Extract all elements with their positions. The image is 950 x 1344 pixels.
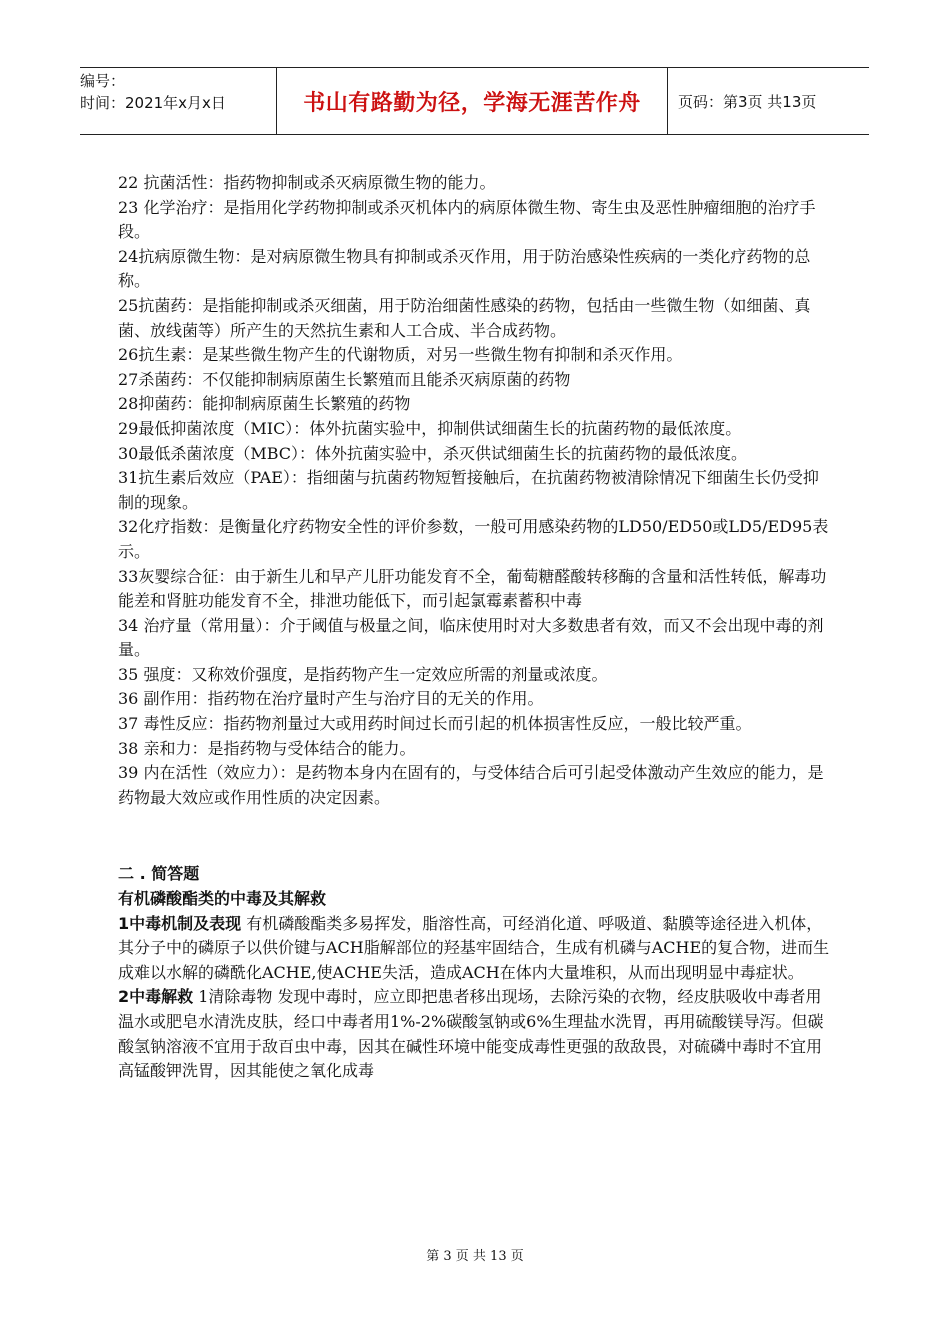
paragraph-label: 1中毒机制及表现 [118,913,242,933]
definition-item: 35 强度：又称效价强度，是指药物产生一定效应所需的剂量或浓度。 [118,664,608,684]
definition-item: 28抑菌药：能抑制病原菌生长繁殖的药物 [118,394,411,414]
footer-page-number: 第 3 页 共 13 页 [426,1249,524,1264]
definition-item: 39 内在活性（效应力）：是药物本身内在固有的，与受体结合后可引起受体激动产生效应的能力，是药物最大效应或作用性质的决定因素。 [118,763,824,807]
header-page-number: 页码：第3页 共13页 [678,92,817,111]
document-date: 时间：2021年x月x日 [80,94,226,112]
definition-item: 22 抗菌活性：指药物抑制或杀灭病原微生物的能力。 [118,173,496,192]
definition-item: 23 化学治疗：是指用化学药物抑制或杀灭机体内的病原体微生物、寄生虫及恶性肿瘤细胞的治疗手段。 [118,197,816,242]
header-meta [80,68,276,134]
definition-item: 30最低杀菌浓度（MBC）：体外抗菌实验中，杀灭供试细菌生长的抗菌药物的最低浓度。 [118,443,748,463]
paragraph-label: 2中毒解救 [118,987,194,1007]
paragraph-text: 1清除毒物 发现中毒时，应立即把患者移出现场，去除污染的衣物，经皮肤吸收中毒者用温水或肥皂水清洗皮肤，经口中毒者用1%-2%碳酸氢钠或6%生理盐水洗胃，再用硫酸镁导泻。但碳酸氢钠溶液不宜用于敌百虫中毒，因其在碱性环境中能变成毒性更强的敌敌畏，对硫磷中毒时不宜用高锰酸钾洗胃，因其能使之氧化成毒 [118,987,824,1081]
answer-paragraph [118,985,834,1083]
definition-item: 27杀菌药：不仅能抑制病原菌生长繁殖而且能杀灭病原菌的药物 [118,369,571,389]
header-page-cell [668,68,869,134]
definition-item: 36 副作用：指药物在治疗量时产生与治疗目的无关的作用。 [118,689,544,709]
page-header [80,67,869,135]
definition-item: 34 治疗量（常用量）：介于阈值与极量之间，临床使用时对大多数患者有效，而又不会出现中毒的剂量。 [118,615,824,660]
definition-item: 29最低抑菌浓度（MIC）：体外抗菌实验中，抑制供试细菌生长的抗菌药物的最低浓度。 [118,418,742,438]
definition-item: 32化疗指数：是衡量化疗药物安全性的评价参数，一般可用感染药物的LD50/ED50或LD5/ED95表示。 [118,517,829,561]
header-motto-cell [276,68,668,134]
definition-item: 33灰婴综合征：由于新生儿和早产儿肝功能发育不全，葡萄糖醛酸转移酶的含量和活性转低，解毒功能差和肾脏功能发育不全，排泄功能低下，而引起氯霉素蓄积中毒 [118,566,827,611]
section-subheading: 有机磷酸酯类的中毒及其解救 [118,889,327,909]
section-spacer [118,810,834,862]
document-number: 编号： [80,72,126,90]
answer-paragraph [118,912,834,986]
definition-item: 31抗生素后效应（PAE）：指细菌与抗菌药物短暂接触后，在抗菌药物被清除情况下细菌生长仍受抑制的现象。 [118,468,819,512]
definition-item: 26抗生素：是某些微生物产生的代谢物质，对另一些微生物有抑制和杀灭作用。 [118,345,683,365]
definition-item: 25抗菌药：是指能抑制或杀灭细菌，用于防治细菌性感染的药物，包括由一些微生物（如细菌、真菌、放线菌等）所产生的天然抗生素和人工合成、半合成药物。 [118,295,811,340]
page-footer [0,1245,950,1264]
section-heading: 二 . 简答题 [118,864,200,884]
motto: 书山有路勤为径，学海无涯苦作舟 [303,90,641,116]
paragraph-text: 有机磷酸酯类多易挥发，脂溶性高，可经消化道、呼吸道、黏膜等途径进入机体，其分子中的磷原子以供价键与ACH脂解部位的羟基牢固结合，生成有机磷与ACHE的复合物，进而生成难以水解的磷酰化ACHE,使ACHE失活，造成ACH在体内大量堆积，从而出现明显中毒症状。 [118,913,830,982]
document-body [118,171,834,1084]
definition-item: 37 毒性反应：指药物剂量过大或用药时间过长而引起的机体损害性反应，一般比较严重。 [118,714,752,734]
definition-item: 24抗病原微生物：是对病原微生物具有抑制或杀灭作用，用于防治感染性疾病的一类化疗药物的总称。 [118,246,811,291]
definition-item: 38 亲和力：是指药物与受体结合的能力。 [118,738,416,758]
